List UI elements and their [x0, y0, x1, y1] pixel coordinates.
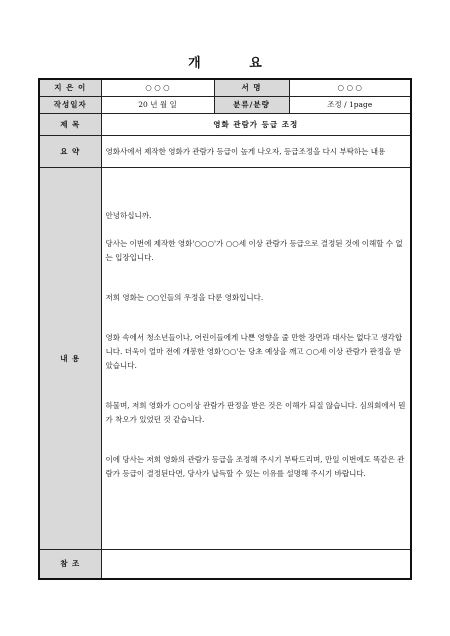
content-paragraph: 저희 영화는 ○○인들의 우정을 다룬 영화입니다.: [105, 293, 264, 302]
subject-value: 영화 관람가 등급 조정: [101, 113, 411, 135]
summary-value: 영화사에서 제작한 영화가 관람가 등급이 높게 나오자, 등급조정을 다시 부탁하는 내용: [101, 135, 411, 167]
date-value: 20 년 월 일: [101, 96, 214, 113]
content-paragraph: 안녕하십니까.: [105, 211, 152, 220]
summary-label: 요 약: [39, 135, 101, 167]
reference-label: 참 조: [39, 549, 101, 579]
author-value: ○ ○ ○: [101, 79, 214, 96]
content-paragraph: 하물며, 저희 영화가 ○○이상 관람가 판정을 받은 것은 이해가 되질 않습니다. 심의회에서 뭔가 착오가 있었던 것 같습니다.: [105, 401, 406, 424]
document-title: 개 요: [188, 56, 284, 71]
subject-label: 제 목: [39, 113, 101, 135]
category-label: 분류/분량: [214, 96, 289, 113]
reference-value: [101, 549, 411, 579]
overview-form: [38, 78, 412, 580]
content-paragraph: 이에 당사는 저희 영화의 관람가 등급을 조정해 주시기 부탁드리며, 만일 이번에도 똑같은 관람가 등급이 결정된다면, 당사가 납득할 수 있는 이유를 설명해 주시기 바랍니다.: [105, 455, 405, 478]
signature-label: 서 명: [214, 79, 289, 96]
content-paragraph: 당사는 이번에 제작한 영화'○○○'가 ○○세 이상 관람가 등급으로 결정된 것에 이해할 수 없는 입장입니다.: [105, 239, 403, 262]
content-label: 내 용: [39, 167, 101, 549]
category-value: 조정 / 1page: [289, 96, 411, 113]
signature-value: ○ ○ ○: [289, 79, 411, 96]
content-body: [101, 167, 411, 549]
author-label: 지 은 이: [39, 79, 101, 96]
date-label: 작성일자: [39, 96, 101, 113]
content-paragraph: 영화 속에서 청소년들이나, 어린이들에게 나쁜 영향을 줄 만한 장면과 대사는 없다고 생각합니다. 더욱이 얼마 전에 개봉한 영화'○○'는 당초 예상을 깨고 ○○세 이상 관람가 판정을 받았습니다.: [105, 333, 403, 370]
